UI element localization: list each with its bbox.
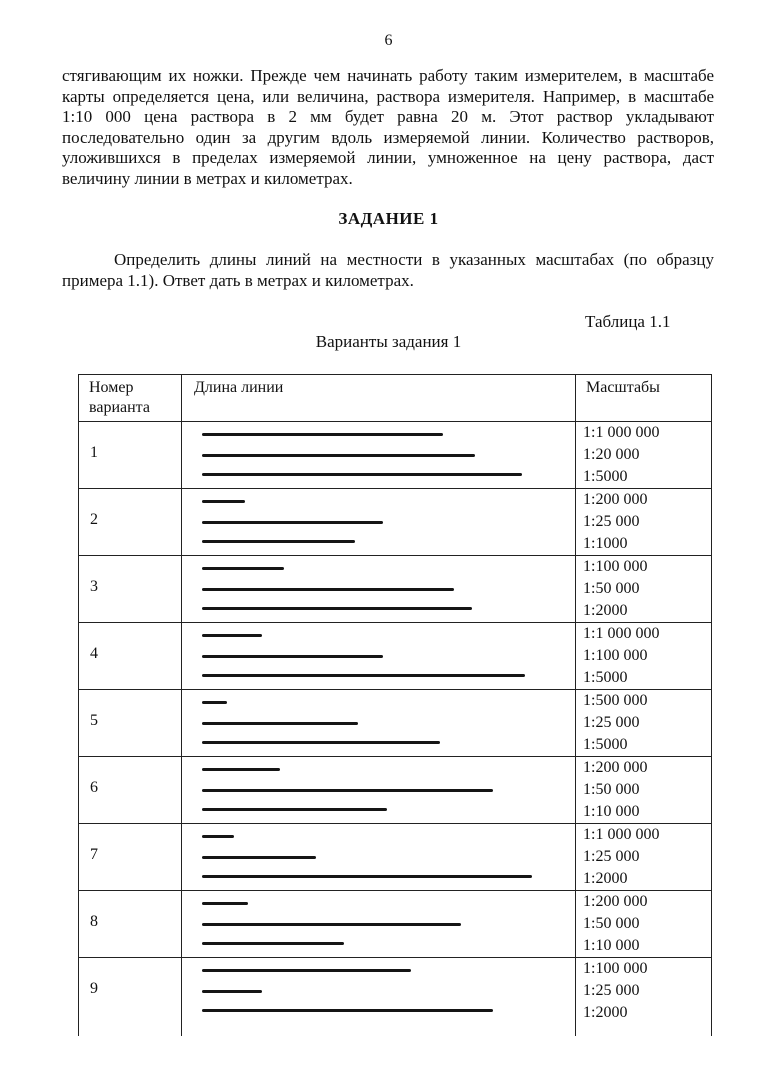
measured-line xyxy=(202,701,227,704)
line-lengths-cell xyxy=(182,824,576,891)
measured-line xyxy=(202,741,440,744)
scales-cell xyxy=(576,958,712,1037)
header-scales: Масштабы xyxy=(586,379,660,396)
scale-value: 1:200 000 xyxy=(583,893,648,910)
measured-line xyxy=(202,942,344,945)
scale-value: 1:25 000 xyxy=(583,848,640,865)
measured-line xyxy=(202,433,443,436)
scale-value: 1:100 000 xyxy=(583,960,648,977)
scale-value: 1:1000 xyxy=(583,535,628,552)
scales-cell xyxy=(576,690,712,757)
variant-cell xyxy=(79,891,182,958)
variant-cell xyxy=(79,690,182,757)
line-lengths-cell xyxy=(182,556,576,623)
variant-number: 8 xyxy=(90,913,98,930)
table-row xyxy=(79,556,712,623)
scale-value: 1:2000 xyxy=(583,602,628,619)
measured-line xyxy=(202,835,234,838)
scale-value: 1:2000 xyxy=(583,870,628,887)
measured-line xyxy=(202,789,493,792)
table-caption: Варианты задания 1 xyxy=(315,332,462,351)
measured-line xyxy=(202,567,284,570)
measured-line xyxy=(202,540,355,543)
task-heading: ЗАДАНИЕ 1 xyxy=(338,209,439,228)
scale-value: 1:50 000 xyxy=(583,915,640,932)
variant-number: 3 xyxy=(90,578,98,595)
measured-line xyxy=(202,634,262,637)
variant-number: 2 xyxy=(90,511,98,528)
variants-table-body xyxy=(79,375,712,1037)
variant-cell xyxy=(79,489,182,556)
scale-value: 1:25 000 xyxy=(583,513,640,530)
variant-cell xyxy=(79,824,182,891)
table-row xyxy=(79,958,712,1037)
table-row xyxy=(79,623,712,690)
measured-line xyxy=(202,674,525,677)
variant-number: 9 xyxy=(90,980,98,997)
header-variant-cell xyxy=(79,375,182,422)
variant-cell xyxy=(79,556,182,623)
table-row xyxy=(79,690,712,757)
scale-value: 1:10 000 xyxy=(583,937,640,954)
scale-value: 1:1 000 000 xyxy=(583,826,660,843)
scale-value: 1:50 000 xyxy=(583,580,640,597)
header-variant: Номер варианта xyxy=(89,379,150,416)
measured-line xyxy=(202,655,383,658)
scale-value: 1:25 000 xyxy=(583,714,640,731)
variant-number: 4 xyxy=(90,645,98,662)
measured-line xyxy=(202,808,387,811)
intro-paragraph: стягивающим их ножки. Прежде чем начинать работу таким измерителем, в масштабе карты определяется цена, или величина, раствора измерителя. Например, в масштабе 1:10 000 цена раствора в 2 мм будет равна 20 м. Этот раствор укладывают последовательно один за другим вдоль измеряемой линии. Количество растворов, уложившихся в пределах измеряемой линии, умноженное на цену раствора, даст величину линии в метрах и километрах. xyxy=(62,66,714,188)
measured-line xyxy=(202,1009,493,1012)
scale-value: 1:50 000 xyxy=(583,781,640,798)
scale-value: 1:5000 xyxy=(583,736,628,753)
line-lengths-cell xyxy=(182,422,576,489)
measured-line xyxy=(202,588,454,591)
measured-line xyxy=(202,722,358,725)
line-lengths-cell xyxy=(182,489,576,556)
variant-number: 1 xyxy=(90,444,98,461)
line-lengths-cell xyxy=(182,958,576,1037)
variant-number: 6 xyxy=(90,779,98,796)
header-scales-cell xyxy=(576,375,712,422)
measured-line xyxy=(202,875,532,878)
scale-value: 1:20 000 xyxy=(583,446,640,463)
scale-value: 1:1 000 000 xyxy=(583,625,660,642)
variant-cell xyxy=(79,958,182,1037)
variant-number: 7 xyxy=(90,846,98,863)
scale-value: 1:100 000 xyxy=(583,647,648,664)
line-lengths-cell xyxy=(182,690,576,757)
measured-line xyxy=(202,607,472,610)
scales-cell xyxy=(576,556,712,623)
measured-line xyxy=(202,969,411,972)
measured-line xyxy=(202,856,316,859)
table-row xyxy=(79,422,712,489)
scale-value: 1:200 000 xyxy=(583,491,648,508)
measured-line xyxy=(202,990,262,993)
measured-line xyxy=(202,500,245,503)
scale-value: 1:10 000 xyxy=(583,803,640,820)
table-row xyxy=(79,824,712,891)
scales-cell xyxy=(576,623,712,690)
variants-table xyxy=(78,374,712,1036)
line-lengths-cell xyxy=(182,757,576,824)
table-header-row xyxy=(79,375,712,422)
variant-cell xyxy=(79,422,182,489)
table-row xyxy=(79,891,712,958)
variant-number: 5 xyxy=(90,712,98,729)
measured-line xyxy=(202,923,461,926)
measured-line xyxy=(202,454,475,457)
table-row xyxy=(79,489,712,556)
scale-value: 1:200 000 xyxy=(583,759,648,776)
line-lengths-cell xyxy=(182,623,576,690)
scale-value: 1:5000 xyxy=(583,669,628,686)
scale-value: 1:2000 xyxy=(583,1004,628,1021)
line-lengths-cell xyxy=(182,891,576,958)
page-number: 6 xyxy=(384,32,393,49)
scale-value: 1:1 000 000 xyxy=(583,424,660,441)
measured-line xyxy=(202,473,522,476)
variant-cell xyxy=(79,623,182,690)
table-row xyxy=(79,757,712,824)
task-text: Определить длины линий на местности в указанных масштабах (по образцу примера 1.1). Ответ дать в метрах и километрах. xyxy=(62,250,714,290)
header-length-cell xyxy=(182,375,576,422)
scale-value: 1:500 000 xyxy=(583,692,648,709)
scales-cell xyxy=(576,757,712,824)
measured-line xyxy=(202,521,383,524)
scale-value: 1:100 000 xyxy=(583,558,648,575)
scales-cell xyxy=(576,489,712,556)
measured-line xyxy=(202,768,280,771)
variant-cell xyxy=(79,757,182,824)
scales-cell xyxy=(576,824,712,891)
scales-cell xyxy=(576,891,712,958)
table-label: Таблица 1.1 xyxy=(585,312,671,331)
scale-value: 1:5000 xyxy=(583,468,628,485)
header-length: Длина линии xyxy=(194,379,284,396)
measured-line xyxy=(202,902,248,905)
scales-cell xyxy=(576,422,712,489)
scale-value: 1:25 000 xyxy=(583,982,640,999)
